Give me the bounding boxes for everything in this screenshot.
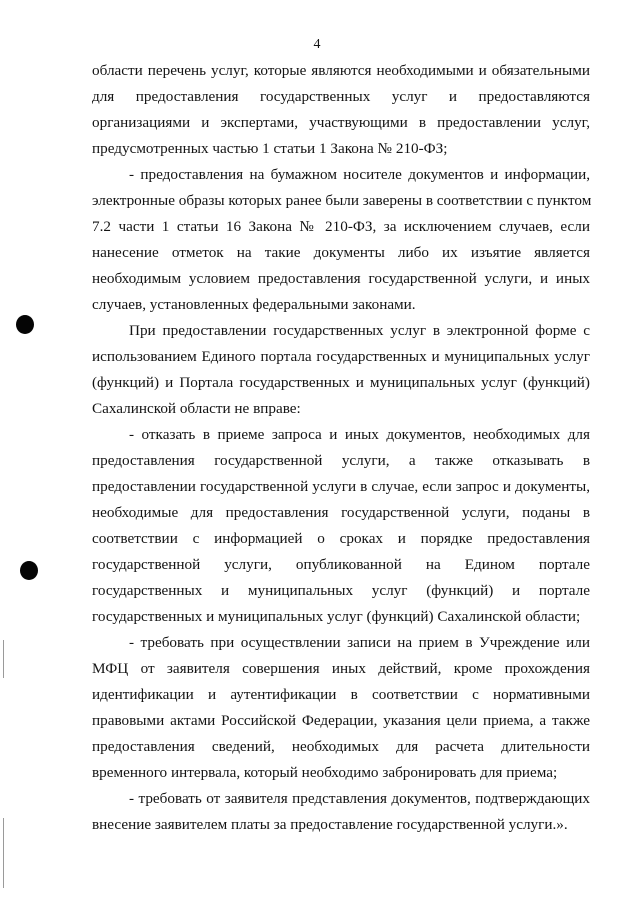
text-line: предоставления государственной услуги, а также отказывать в <box>92 452 590 469</box>
binder-hole-mark <box>16 315 34 334</box>
text-line: временного интервала, который необходимо забронировать для приема; <box>92 764 558 781</box>
text-line: нанесение отметок на такие документы либо их изъятие является <box>92 244 590 261</box>
text-line: государственной услуги, опубликованной на Едином портале <box>92 556 590 573</box>
text-line: (функций) и Портала государственных и муниципальных услуг (функций) <box>92 374 590 391</box>
text-line: необходимые для предоставления государственной услуги, поданы в <box>92 504 590 521</box>
text-line: При предоставлении государственных услуг в электронной форме с <box>129 322 590 339</box>
text-line: для предоставления государственных услуг и предоставляются <box>92 88 590 105</box>
text-line: организациями и экспертами, участвующими в предоставлении услуг, <box>92 114 590 131</box>
scan-edge-mark <box>3 818 4 888</box>
text-line: - отказать в приеме запроса и иных документов, необходимых для <box>129 426 590 443</box>
page-number: 4 <box>313 37 321 52</box>
text-line: государственных и муниципальных услуг (функций) и портале <box>92 582 590 599</box>
scan-edge-mark <box>3 640 4 678</box>
text-line: предоставления сведений, необходимых для расчета длительности <box>92 738 590 755</box>
text-line: идентификации и аутентификации в соответствии с нормативными <box>92 686 590 703</box>
text-line: - требовать от заявителя представления документов, подтверждающих <box>129 790 590 807</box>
text-line: электронные образы которых ранее были заверены в соответствии с пунктом <box>92 192 592 209</box>
text-line: правовыми актами Российской Федерации, указания цели приема, а также <box>92 712 590 729</box>
text-line: Сахалинской области не вправе: <box>92 400 301 417</box>
text-line: государственных и муниципальных услуг (функций) Сахалинской области; <box>92 608 581 625</box>
text-line: предоставлении государственной услуги в случае, если запрос и документы, <box>92 478 590 495</box>
text-line: - требовать при осуществлении записи на прием в Учреждение или <box>129 634 590 651</box>
text-line: внесение заявителем платы за предоставление государственной услуги.». <box>92 816 568 833</box>
text-line: использованием Единого портала государственных и муниципальных услуг <box>92 348 590 365</box>
body-text <box>92 58 590 838</box>
text-line: соответствии с информацией о сроках и порядке предоставления <box>92 530 590 547</box>
text-line: случаев, установленных федеральными законами. <box>92 296 416 313</box>
binder-hole-mark <box>20 561 38 580</box>
text-line: области перечень услуг, которые являются необходимыми и обязательными <box>92 62 590 79</box>
text-line: 7.2 части 1 статьи 16 Закона № 210-ФЗ, за исключением случаев, если <box>92 218 590 235</box>
text-line: МФЦ от заявителя совершения иных действий, кроме прохождения <box>92 660 590 677</box>
text-line: предусмотренных частью 1 статьи 1 Закона № 210-ФЗ; <box>92 140 448 157</box>
text-line: - предоставления на бумажном носителе документов и информации, <box>129 166 590 183</box>
text-line: необходимым условием предоставления государственной услуги, и иных <box>92 270 590 287</box>
